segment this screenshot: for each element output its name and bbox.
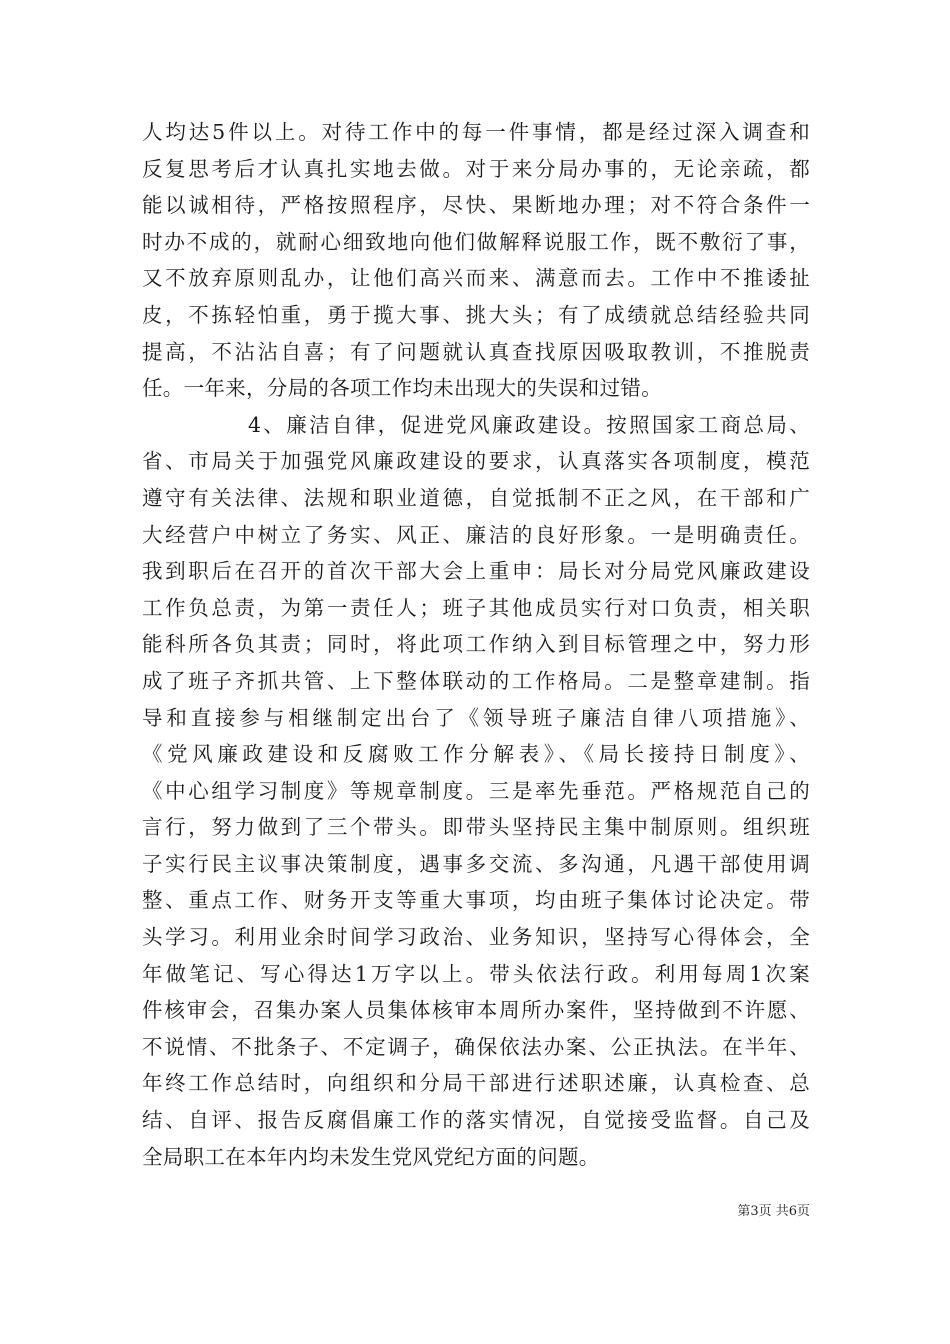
text-line: 整、重点工作、财务开支等重大事项，均由班子集体讨论决定。带 (142, 888, 810, 913)
text-line: 子实行民主议事决策制度，遇事多交流、多沟通，凡遇干部使用调 (142, 851, 810, 876)
paragraph-integrity (142, 407, 810, 1175)
text-line: 成了班子齐抓共管、上下整体联动的工作格局。二是整章建制。指 (142, 668, 810, 693)
text-line: 工作负总责，为第一责任人；班子其他成员实行对口负责，相关职 (142, 595, 810, 620)
text-line: 能以诚相待，严格按照程序，尽快、果断地办理；对不符合条件一 (142, 193, 810, 218)
text-line: 言行，努力做到了三个带头。即带头坚持民主集中制原则。组织班 (142, 815, 810, 840)
text-line: 年做笔记、写心得达1万字以上。带头依法行政。利用每周1次案 (142, 961, 810, 986)
text-line: 能科所各负其责；同时，将此项工作纳入到目标管理之中，努力形 (142, 632, 810, 657)
text-line: 不说情、不批条子、不定调子，确保依法办案、公正执法。在半年、 (142, 1034, 810, 1059)
text-line: 导和直接参与相继制定出台了《领导班子廉洁自律八项措施》、 (142, 705, 810, 730)
text-line: 《党风廉政建设和反腐败工作分解表》、《局长接持日制度》、 (142, 742, 810, 767)
text-line: 大经营户中树立了务实、风正、廉洁的良好形象。一是明确责任。 (142, 522, 810, 547)
text-line: 我到职后在召开的首次干部大会上重申：局长对分局党风廉政建设 (142, 559, 810, 584)
paragraph-diligence (142, 114, 810, 407)
page-number-footer: 第3页 共6页 (737, 1204, 810, 1219)
text-line: 提高，不沾沾自喜；有了问题就认真查找原因吸取教训，不推脱责 (142, 339, 810, 364)
text-line: 件核审会，召集办案人员集体核审本周所办案件，坚持做到不许愿、 (142, 998, 810, 1023)
document-body (142, 114, 810, 1175)
text-line: 结、自评、报告反腐倡廉工作的落实情况，自觉接受监督。自己及 (142, 1108, 810, 1133)
text-line: 皮，不拣轻怕重，勇于揽大事、挑大头；有了成绩就总结经验共同 (142, 302, 810, 327)
text-line: 《中心组学习制度》等规章制度。三是率先垂范。严格规范自己的 (142, 778, 810, 803)
text-line: 遵守有关法律、法规和职业道德，自觉抵制不正之风，在干部和广 (142, 485, 810, 510)
text-line: 时办不成的，就耐心细致地向他们做解释说服工作，既不敷衍了事， (142, 229, 810, 254)
text-line: 全局职工在本年内均未发生党风党纪方面的问题。 (142, 1144, 600, 1169)
text-line: 反复思考后才认真扎实地去做。对于来分局办事的，无论亲疏，都 (142, 156, 810, 181)
text-line: 又不放弃原则乱办，让他们高兴而来、满意而去。工作中不推诿扯 (142, 266, 810, 291)
text-line: 人均达5件以上。对待工作中的每一件事情，都是经过深入调查和 (142, 120, 810, 144)
text-line: 省、市局关于加强党风廉政建设的要求，认真落实各项制度，模范 (142, 449, 810, 474)
text-line: 4、廉洁自律，促进党风廉政建设。按照国家工商总局、 (248, 412, 810, 437)
text-line: 年终工作总结时，向组织和分局干部进行述职述廉，认真检查、总 (142, 1071, 810, 1096)
text-line: 头学习。利用业余时间学习政治、业务知识，坚持写心得体会，全 (142, 925, 810, 950)
text-line: 任。一年来，分局的各项工作均未出现大的失误和过错。 (142, 376, 662, 401)
